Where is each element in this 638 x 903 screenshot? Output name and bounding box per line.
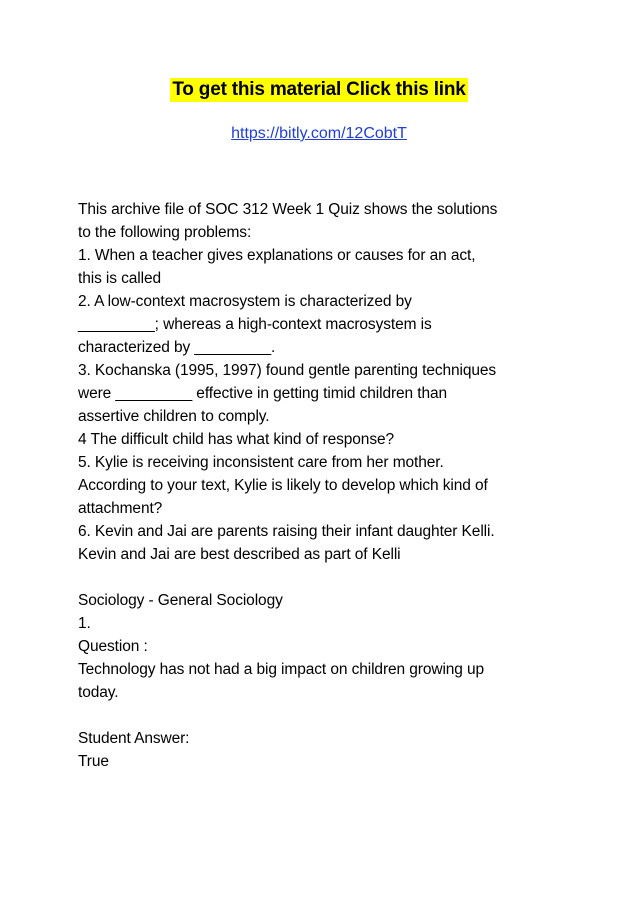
intro-line: to the following problems: xyxy=(78,224,252,241)
intro-line: characterized by _________. xyxy=(78,339,276,356)
intro-line: were _________ effective in getting timid children than xyxy=(78,385,448,402)
material-link[interactable]: https://bitly.com/12CobtT xyxy=(231,125,407,142)
intro-line: assertive children to comply. xyxy=(78,408,270,425)
question-label: Question : xyxy=(78,638,148,655)
category-label: Sociology - General Sociology xyxy=(78,592,283,609)
question-number: 1. xyxy=(78,615,91,632)
intro-line: 5. Kylie is receiving inconsistent care from her mother. xyxy=(78,454,444,471)
intro-line: attachment? xyxy=(78,500,163,517)
intro-line: According to your text, Kylie is likely to develop which kind of xyxy=(78,477,488,494)
intro-line: This archive file of SOC 312 Week 1 Quiz shows the solutions xyxy=(78,201,498,218)
answer-label: Student Answer: xyxy=(78,730,190,747)
page-title: To get this material Click this link xyxy=(172,79,466,100)
intro-line: 1. When a teacher gives explanations or causes for an act, xyxy=(78,247,476,264)
answer-value: True xyxy=(78,753,109,770)
intro-line: 6. Kevin and Jai are parents raising their infant daughter Kelli. xyxy=(78,523,495,540)
intro-line: 4 The difficult child has what kind of response? xyxy=(78,431,395,448)
intro-line: 2. A low-context macrosystem is characterized by xyxy=(78,293,412,310)
question-text-line: Technology has not had a big impact on children growing up xyxy=(78,661,485,678)
intro-line: this is called xyxy=(78,270,162,287)
document-body xyxy=(78,198,578,773)
intro-line: Kevin and Jai are best described as part of Kelli xyxy=(78,546,401,563)
title-container xyxy=(0,78,638,102)
spacer xyxy=(78,566,578,589)
question-text-line: today. xyxy=(78,684,119,701)
intro-line: _________; whereas a high-context macrosystem is xyxy=(78,316,432,333)
intro-line: 3. Kochanska (1995, 1997) found gentle parenting techniques xyxy=(78,362,497,379)
link-container xyxy=(0,123,638,145)
spacer xyxy=(78,704,578,727)
